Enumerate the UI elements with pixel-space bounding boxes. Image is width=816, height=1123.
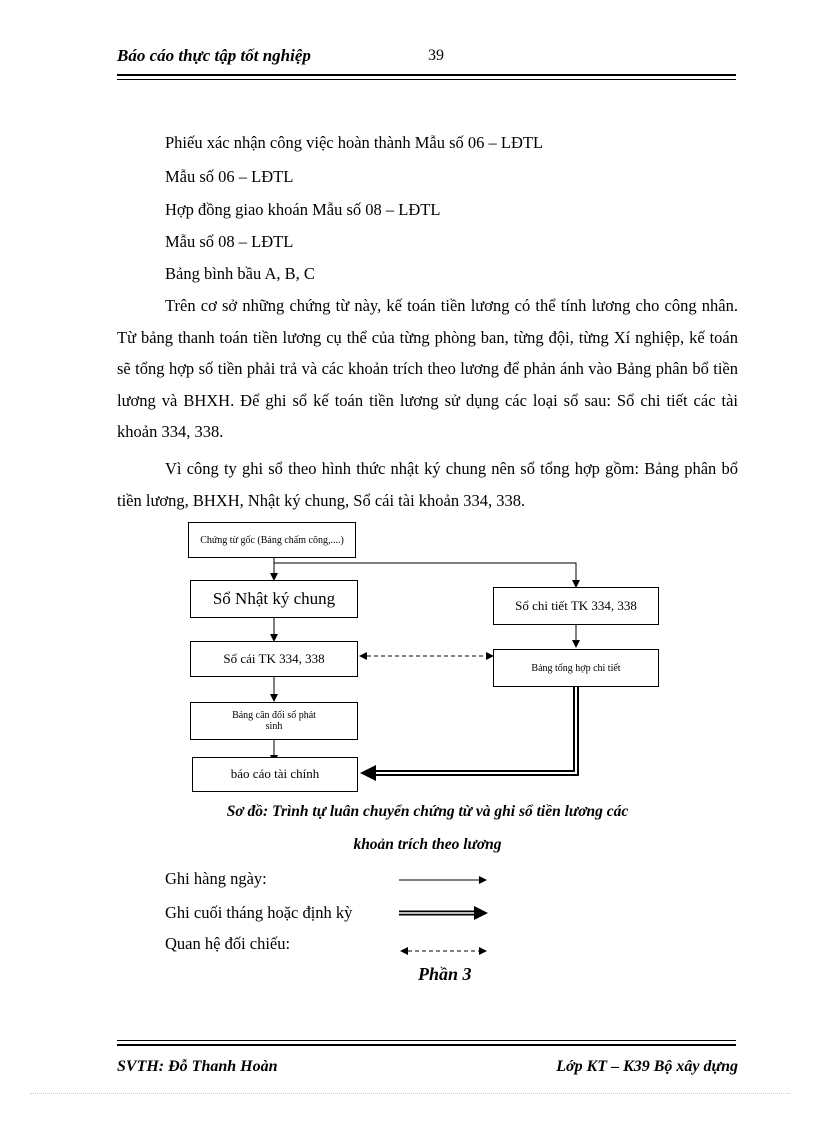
header-title: Báo cáo thực tập tốt nghiệp bbox=[117, 46, 311, 65]
diagram-box-summary-table: Bảng tổng hợp chi tiết bbox=[493, 649, 659, 687]
diagram-box-trial-balance: Bảng cân đối số phát sinh bbox=[190, 702, 358, 740]
page-bottom-dotted-border bbox=[30, 1093, 790, 1094]
footer-author: SVTH: Đỗ Thanh Hoàn bbox=[117, 1058, 278, 1075]
diagram-box-source-documents: Chứng từ gốc (Bảng chấm công,....) bbox=[188, 522, 356, 558]
arrow-summary-report-head bbox=[360, 765, 376, 781]
body-line-5: Bảng bình bầu A, B, C bbox=[165, 264, 315, 283]
legend-daily-label: Ghi hàng ngày: bbox=[165, 869, 267, 888]
body-line-1: Phiếu xác nhận công việc hoàn thành Mẫu số 06 – LĐTL bbox=[165, 133, 544, 152]
legend-periodic-label: Ghi cuối tháng hoặc định kỳ bbox=[165, 903, 353, 922]
legend-reconcile-label: Quan hệ đối chiếu: bbox=[165, 934, 291, 953]
diagram-box-general-journal: Sổ Nhật ký chung bbox=[190, 580, 358, 618]
diagram-caption-line-1: Sơ đồ: Trình tự luân chuyển chứng từ và ghi sổ tiền lương các bbox=[226, 803, 629, 820]
body-line-3: Hợp đồng giao khoán Mẫu số 08 – LĐTL bbox=[165, 200, 441, 219]
body-line-2: Mẫu số 06 – LĐTL bbox=[165, 167, 294, 186]
body-paragraph-1: Trên cơ sở những chứng từ này, kế toán tiền lương có thể tính lương cho công nhân. Từ bảng thanh toán tiền lương cụ thể của từng phòng ban, từng đội, từng Xí nghiệp, kế toán sẽ tổng hợp số tiền phải trả và các khoản trích theo lương để phản ánh vào Bảng phân bổ tiền lương và BHXH. Để ghi sổ kế toán tiền lương sử dụng các loại sổ sau: Sổ chi tiết các tài khoản 334, 338. bbox=[117, 296, 738, 441]
diagram-box-general-ledger: Sổ cái TK 334, 338 bbox=[190, 641, 358, 677]
arrow-summary-report-inner bbox=[372, 687, 576, 773]
diagram-box-detail-ledger: Sổ chi tiết TK 334, 338 bbox=[493, 587, 659, 625]
section-title: Phần 3 bbox=[418, 964, 472, 984]
footer-class: Lớp KT – K39 Bộ xây dựng bbox=[556, 1058, 738, 1075]
diagram-box-financial-report: báo cáo tài chính bbox=[192, 757, 358, 792]
footer-rule-thin bbox=[117, 1040, 736, 1041]
diagram-caption-line-2: khoản trích theo lương bbox=[353, 836, 502, 853]
arrow-summary-report-outer bbox=[372, 687, 576, 773]
body-paragraph-2: Vì công ty ghi sổ theo hình thức nhật ký chung nên sổ tổng hợp gồm: Bảng phân bổ tiền lương, BHXH, Nhật ký chung, Sổ cái tài khoản 334, 338. bbox=[117, 459, 738, 510]
footer-rule-thick bbox=[117, 1044, 736, 1046]
legend-periodic-arrow-head bbox=[474, 906, 488, 920]
body-line-4: Mẫu số 08 – LĐTL bbox=[165, 232, 294, 251]
page-number: 39 bbox=[428, 47, 444, 64]
